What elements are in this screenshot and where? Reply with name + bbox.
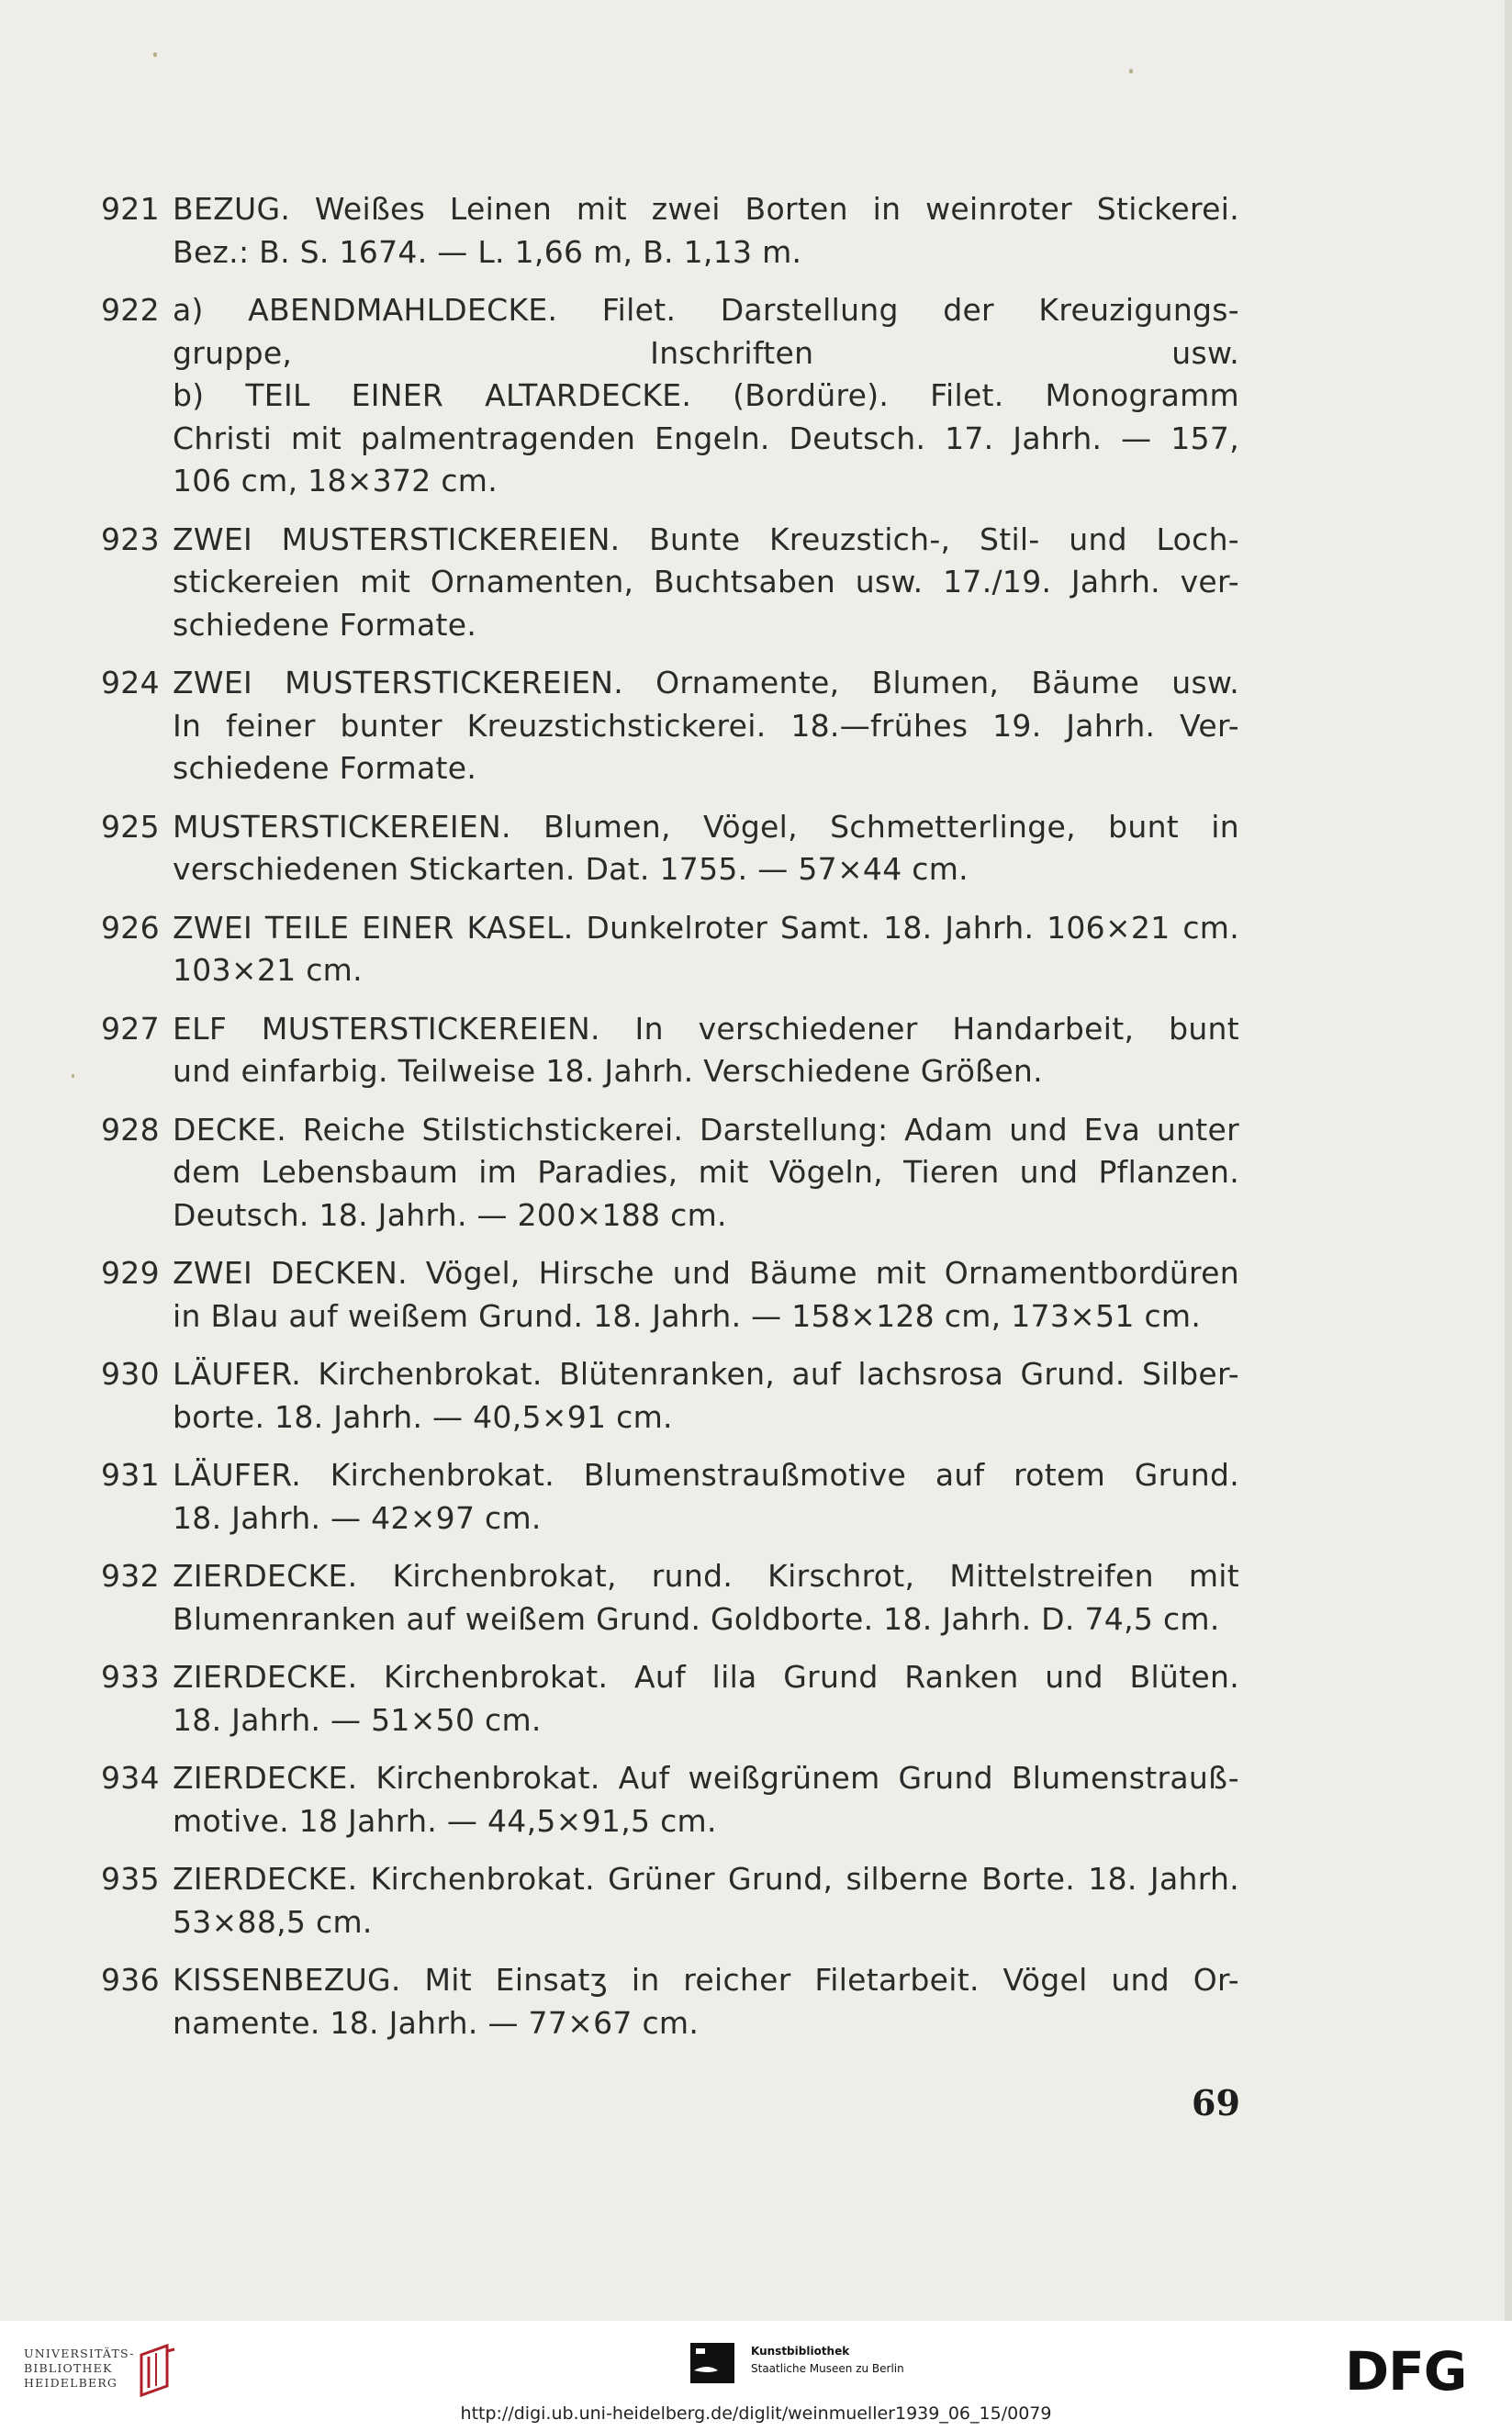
- entry-text-line: ZIERDECKE. Kirchenbrokat. Auf lila Grund Ranken und Blüten.: [173, 1659, 1239, 1695]
- entry-number: 927: [101, 1010, 160, 1047]
- catalog-entry: [101, 1555, 1239, 1641]
- kunstbibliothek-subtitle: Staatliche Museen zu Berlin: [751, 2362, 904, 2375]
- university-emblem-icon: [136, 2342, 180, 2397]
- entry-text-line: ZWEI MUSTERSTICKEREIEN. Bunte Kreuzstich-, Stil- und Loch-: [173, 521, 1239, 557]
- entry-text-line: LÄUFER. Kirchenbrokat. Blumenstraußmotive auf rotem Grund.: [173, 1457, 1239, 1493]
- catalog-entry: [101, 1353, 1239, 1439]
- entry-number: 921: [101, 191, 160, 227]
- entry-number: 928: [101, 1111, 160, 1148]
- catalog-entry: [101, 289, 1239, 503]
- page-edge: [1505, 0, 1512, 2321]
- entry-text-line: ZIERDECKE. Kirchenbrokat, rund. Kirschrot, Mittelstreifen mit: [173, 1558, 1239, 1594]
- kunstbibliothek-label: [751, 2343, 904, 2378]
- entry-text-line: LÄUFER. Kirchenbrokat. Blütenranken, auf lachsrosa Grund. Silber-: [173, 1356, 1239, 1392]
- entry-number: 922: [101, 292, 160, 328]
- entry-text-line: und einfarbig. Teilweise 18. Jahrh. Verschiedene Größen.: [173, 1053, 1043, 1089]
- catalog-entries: [101, 188, 1239, 2060]
- catalog-entry: [101, 1252, 1239, 1338]
- catalog-entry: [101, 1008, 1239, 1093]
- entry-text-line: MUSTERSTICKEREIEN. Blumen, Vögel, Schmetterlinge, bunt in: [173, 808, 1239, 845]
- catalog-entry: [101, 1858, 1239, 1944]
- entry-text-line: KISSENBEZUG. Mit Einsatʒ in reicher Filetarbeit. Vögel und Or-: [173, 1962, 1239, 1998]
- entry-number: 924: [101, 665, 160, 700]
- entry-number: 923: [101, 521, 160, 557]
- catalog-entry: [101, 1959, 1239, 2045]
- entry-text-line: ZIERDECKE. Kirchenbrokat. Grüner Grund, silberne Borte. 18. Jahrh.: [173, 1861, 1239, 1897]
- entry-text-line: stickereien mit Ornamenten, Buchtsaben usw. 17./19. Jahrh. ver-: [173, 564, 1239, 599]
- entry-text-line: ZWEI TEILE EINER KASEL. Dunkelroter Samt. 18. Jahrh. 106×21 cm.: [173, 909, 1239, 946]
- entry-text-line: dem Lebensbaum im Paradies, mit Vögeln, Tieren und Pflanzen.: [173, 1154, 1239, 1190]
- catalog-entry: [101, 907, 1239, 992]
- catalog-entry: [101, 806, 1239, 891]
- catalog-entry: [101, 188, 1239, 274]
- university-line: UNIVERSITÄTS-: [24, 2347, 135, 2360]
- entry-text-line: Christi mit palmentragenden Engeln. Deutsch. 17. Jahrh. — 157,: [173, 420, 1239, 456]
- entry-text-line: 106 cm, 18×372 cm.: [173, 463, 498, 499]
- university-library-logo[interactable]: [24, 2347, 135, 2391]
- entry-number: 931: [101, 1457, 160, 1493]
- entry-text-line: Deutsch. 18. Jahrh. — 200×188 cm.: [173, 1196, 727, 1233]
- entry-text-line: 18. Jahrh. — 42×97 cm.: [173, 1499, 542, 1536]
- paper-speck: [153, 52, 157, 57]
- entry-text-line: Blumenranken auf weißem Grund. Goldborte. 18. Jahrh. D. 74,5 cm.: [173, 1600, 1220, 1637]
- entry-text-line: ZWEI DECKEN. Vögel, Hirsche und Bäume mit Ornamentbordüren: [173, 1255, 1239, 1291]
- entry-number: 933: [101, 1659, 160, 1695]
- kunstbibliothek-name: Kunstbibliothek: [751, 2345, 850, 2358]
- entry-text-line: 103×21 cm.: [173, 952, 363, 988]
- entry-number: 932: [101, 1558, 160, 1594]
- paper-speck: [1129, 69, 1133, 73]
- entry-text-line: gruppe, Inschriften usw.: [173, 334, 1239, 371]
- entry-text-line: schiedene Formate.: [173, 606, 477, 643]
- entry-text-line: schiedene Formate.: [173, 750, 477, 786]
- entry-text-line: in Blau auf weißem Grund. 18. Jahrh. — 158×128 cm, 173×51 cm.: [173, 1297, 1202, 1334]
- university-line: HEIDELBERG: [24, 2376, 118, 2390]
- dfg-logo[interactable]: DFG: [1345, 2340, 1467, 2403]
- paper-speck: [72, 1074, 74, 1078]
- entry-text-line: Bez.: B. S. 1674. — L. 1,66 m, B. 1,13 m.: [173, 233, 802, 270]
- university-line: BIBLIOTHEK: [24, 2361, 113, 2375]
- catalog-entry: [101, 1109, 1239, 1238]
- catalog-entry: [101, 1454, 1239, 1540]
- entry-text-line: verschiedenen Stickarten. Dat. 1755. — 57×44 cm.: [173, 851, 969, 887]
- catalog-entry: [101, 519, 1239, 647]
- kunstbibliothek-logo-icon[interactable]: [690, 2343, 734, 2383]
- catalog-entry: [101, 662, 1239, 790]
- source-url-link[interactable]: http://digi.ub.uni-heidelberg.de/diglit/weinmueller1939_06_15/0079: [460, 2403, 1052, 2424]
- entry-text-line: DECKE. Reiche Stilstichstickerei. Darstellung: Adam und Eva unter: [173, 1111, 1239, 1148]
- entry-text-line: borte. 18. Jahrh. — 40,5×91 cm.: [173, 1398, 673, 1435]
- entry-text-line: ZIERDECKE. Kirchenbrokat. Auf weißgrünem Grund Blumenstrauß-: [173, 1760, 1239, 1796]
- entry-text-line: b) TEIL EINER ALTARDECKE. (Bordüre). Filet. Monogramm: [173, 377, 1239, 413]
- entry-number: 925: [101, 808, 160, 845]
- entry-text-line: 18. Jahrh. — 51×50 cm.: [173, 1701, 542, 1738]
- entry-text-line: BEZUG. Weißes Leinen mit zwei Borten in weinroter Stickerei.: [173, 191, 1239, 227]
- entry-number: 934: [101, 1760, 160, 1796]
- entry-number: 936: [101, 1962, 160, 1998]
- entry-text-line: motive. 18 Jahrh. — 44,5×91,5 cm.: [173, 1802, 717, 1839]
- catalog-entry: [101, 1656, 1239, 1742]
- entry-text-line: namente. 18. Jahrh. — 77×67 cm.: [173, 2004, 700, 2041]
- catalog-entry: [101, 1757, 1239, 1843]
- entry-text-line: 53×88,5 cm.: [173, 1903, 373, 1940]
- entry-text-line: ELF MUSTERSTICKEREIEN. In verschiedener Handarbeit, bunt: [173, 1010, 1239, 1047]
- entry-number: 929: [101, 1255, 160, 1291]
- entry-number: 926: [101, 909, 160, 946]
- page-number: 69: [1192, 2082, 1240, 2123]
- entry-text-line: ZWEI MUSTERSTICKEREIEN. Ornamente, Blumen, Bäume usw.: [173, 665, 1239, 700]
- entry-text-line: In feiner bunter Kreuzstichstickerei. 18.—frühes 19. Jahrh. Ver-: [173, 707, 1239, 744]
- entry-number: 935: [101, 1861, 160, 1897]
- entry-number: 930: [101, 1356, 160, 1392]
- entry-text-line: a) ABENDMAHLDECKE. Filet. Darstellung der Kreuzigungs-: [173, 292, 1239, 328]
